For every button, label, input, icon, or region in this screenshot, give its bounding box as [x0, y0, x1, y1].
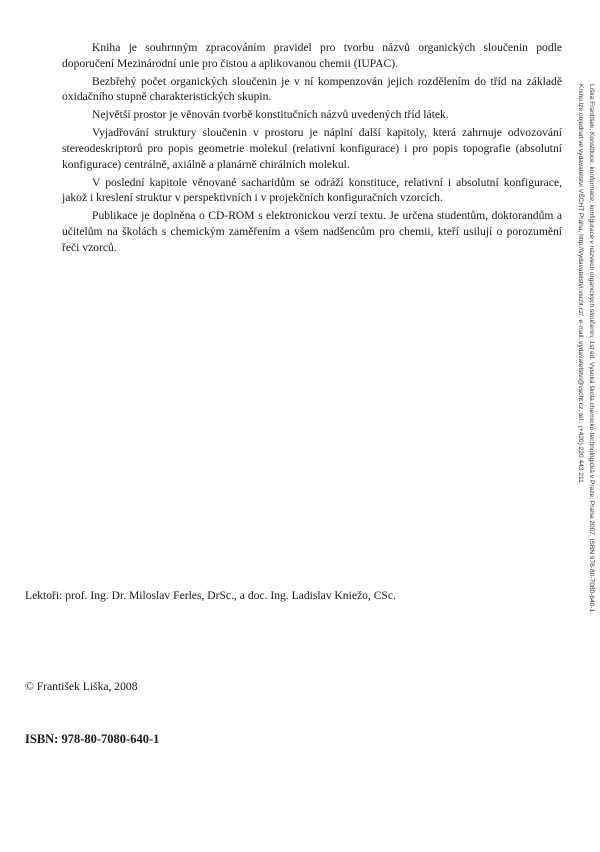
abstract-paragraph: Největší prostor je věnován tvorbě konstitučních názvů uvedených tříd látek.: [92, 108, 449, 122]
reviewers-line: Lektoři: prof. Ing. Dr. Miloslav Ferles, DrSc., a doc. Ing. Ladislav Kniežo, CSc.: [25, 589, 396, 602]
copyright-notice: © František Liška, 2008: [25, 680, 138, 693]
citation-line: Liška František, Konstituce, konformace, konfigurace v názvech organických sloučenin, 1st ed. Vysoká škola chemicko-technologická v Praze, Praha 2007. ISBN 978-80-7080-640-1: [588, 84, 595, 613]
abstract-paragraph: Bezbřehý počet organických sloučenin je v ní kompenzován jejich rozdělením do tříd na základě oxidačního stupně charakteristických skupin.: [62, 74, 562, 104]
abstract-paragraph: Publikace je doplněna o CD-ROM s elektronickou verzí textu. Je určena studentům, doktorandům a učitelům na školách s chemickým zaměřením a všem nadšencům pro chemii, kteří usilují o porozumění řeči vzorců.: [62, 209, 562, 254]
abstract-paragraph: V poslední kapitole věnované sacharidům se odráží konstituce, relativní i absolutní konfigurace, jakož i kreslení struktur v perspektivních i v projekčních konfiguračních vzorcích.: [62, 175, 562, 205]
abstract-paragraph: Vyjadřování struktury sloučenin v prostoru je náplní další kapitoly, která zahrnuje odvozování stereodeskriptorů pro popis geometrie molekul (relativní konfigurace) i pro popis topografie (absolutní konfigurace) centrálně, axiálně a planárně chirálních molekul.: [62, 126, 562, 171]
abstract-paragraph: Kniha je souhrnným zpracováním pravidel pro tvorbu názvů organických sloučenin podle doporučení Mezinárodní unie pro čistou a aplikovanou chemii (IUPAC).: [62, 41, 562, 70]
order-info-line: Knihu lze objednat ve vydavatelství VŠCHT Praha, http://vydavatelstvi.vscht.cz/, e-mail: vydavatelstvi@vscht.cz, tel.: (+420) 220 443 211: [577, 84, 585, 483]
book-abstract: [62, 40, 562, 258]
citation-side-note: [572, 84, 596, 646]
isbn-number: ISBN: 978-80-7080-640-1: [25, 732, 160, 746]
